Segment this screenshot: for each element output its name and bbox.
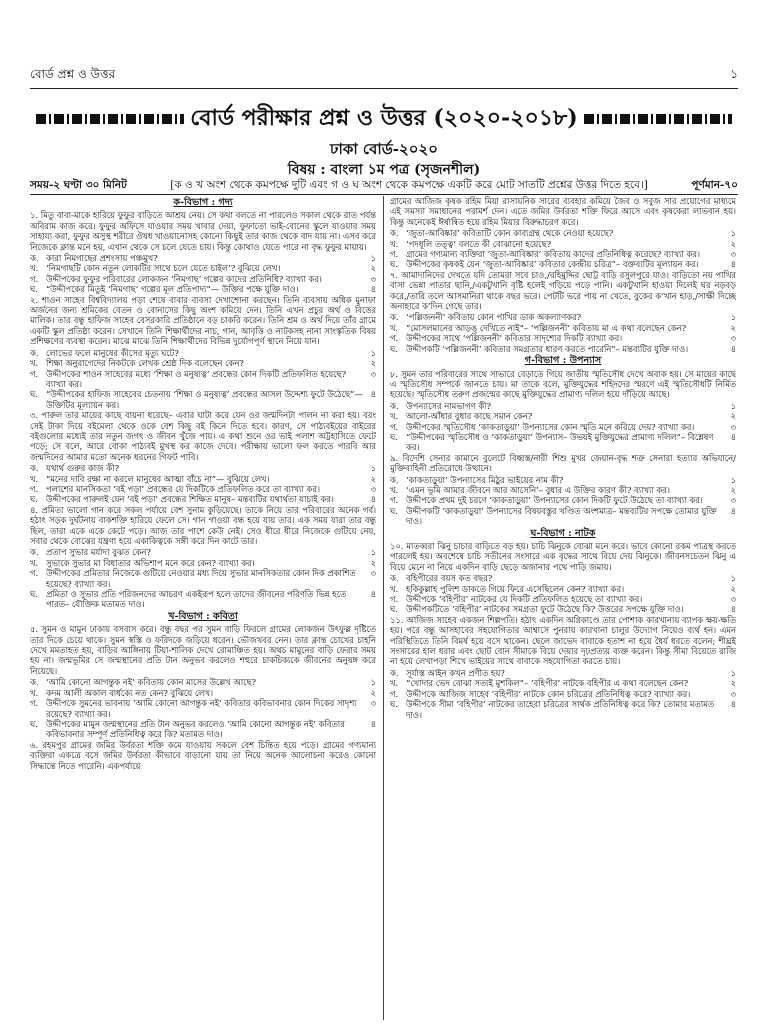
sub-question-gha: ঘ. প্রমিতা ও সুভার প্রতি পরিজনদের আচরণ একইরূপ হলে তাদের জীবনের পরিণতি ভিন্ন হতে পারত– যৌক্তিক মতামত দাও। ৪ — [30, 589, 376, 610]
sub-question-kha: খ. ‘এমন ভূমি আমার জীবনে আর আসেনি’– বুধার এ উক্তির কারণ কী? ব্যাখ্যা কর। ২ — [390, 484, 736, 495]
subject-heading: বিষয় : বাংলা ১ম পত্র (সৃজনশীল) — [287, 162, 481, 178]
sub-question-gha: ঘ. “উদ্দীপকের স্মৃতিসৌধ ও ‘কাকতাড়ুয়া’ উপন্যাস– উভয়ই মুক্তিযুদ্ধের প্রামাণ্য দলিল”– বিশ্লেষণ কর। ৪ — [390, 431, 736, 453]
column-divider — [383, 196, 384, 1020]
sub-question-gha: ঘ. উদ্দীপকের কৃষকই যেন ‘জুতা-আবিষ্কার’ কবিতার কেন্দ্রীয় চরিত্র”– বক্তব্যটির মূল্যায়ন কর। ৪ — [390, 259, 736, 270]
question-stem: ১. মিতু বাবা-মাকে হারিয়ে ফুফুর বাড়িতে আশ্রয় নেয়। সে কথা বলতে না পারলেও সকাল থেকে রাত পর্যন্ত অবিরাম কাজ করে। ফুফুর অফিসে যাওয়ার সময় খাবার দেয়া, ফুফাতো ভাই-বোনের স্কুলে যাওয়ার সময় সাহায্য করা, ফুফুর অসুস্থ শরীরে ঔষধ খাওয়ানোসহ কোনো কিছুই তার কাজ থেকে বাদ যায় না। এসব করে নিজেকে ক্লান্ত মনে হয়, এখান থেকে সে চলে যেতে চায়। কিন্তু কোথাও যেতে পারে না বৃদ্ধ ফুফুর মায়ায়। — [30, 210, 376, 252]
question-stem-continued: গ্রামের আজিজ কৃষক রহিম মিয়া রাসায়নিক সারের ব্যবহার কমিয়ে জৈব ও সবুজ সার প্রয়োগের মাধ্যমে এই সমস্যা সমাধানের পরামর্শ দেন। এতে জমির উর্বরতা শক্তি ফিরে আসে এবং কৃষকেরা লাভবান হয়। কিন্তু অনেকেই ঈর্ষান্বিত হয়ে রহিম মিয়ার বিরুদ্ধাচরণ করে। — [390, 196, 736, 227]
question-stem: ৫. সুমন ও মামুন ঢাকায় বসবাস করে। বন্ধু বছর পর সুমন বাড়ি ফিরলে গ্রামের লোকজন উৎফুল্ল দৃষ্টিতে তার দিকে চেয়ে থাকে। সুমন স্বস্তি ও ফরিদকে জড়িয়ে ধরেন। ভৌজখবর নেন। তার ক্লান্ত চোখের চাহনি দেখে মমতাহত হয়, বাড়ির আঙ্গিনায় টিয়া-শালিক দেখে রোমাঞ্চিত হয়। অথচ মামুনের বাড়ি ফেরার সময় হয় না। জন্মভূমির সে জন্মস্থানের প্রতি টান অনুভব করলেও শহুরে চাকচিক্যকে জীবনের অনুষঙ্গ করে নিয়েছে। — [30, 624, 376, 676]
sub-question-kha: খ. কদম আলী অকাল বার্ধক্যে নত কেন? বুঝিয়ে লেখ। ২ — [30, 687, 376, 698]
sub-question-ga: গ. গ্রামের গণ্যমান্য ব্যক্তিরা ‘জুতা-আবিষ্কার’ কবিতায় কাদের প্রতিনিধিত্ব করেছে? ব্যাখ্যা কর। ৩ — [390, 249, 736, 260]
section-heading: গ-বিভাগ : উপন্যাস — [524, 355, 602, 367]
sub-question-kha: খ. ‘নিমগাছটি কোন নতুন লোকটির সাথে চলে যেতে চাইল’? বুঝিয়ে লেখ। ২ — [30, 263, 376, 274]
question-stem: ১১. আজিজ সাহেব একজন শিল্পপতি। হঠাৎ একদিন অগ্নিকাণ্ডে তার পোশাক কারখানায় ব্যাপক ক্ষয়-ক্ষতি হয়। পরে বন্ধু আসহাবের সহযোগিতার আশ্বাসে পুনরায় কারখানা চালুর উদ্যোগ নিয়েও ব্যর্থ হন। এমন পরিস্থিতিতে তিনি বিমর্ষ হয়ে বসে থাকেন। ছেলে জাভেদ বাবাকে হতাশ না হয়ে ধৈর্য ধরতে বলেন; শীঘ্রই সংসারের হাল ধরার এবং ছোট বোন সীমাকে বিয়ে দেয়ার দৃঢ়প্রত্যয় ব্যক্ত করেন। কিন্তু সীমা বিয়েতে রাজি না হয়ে লেখাপড়া শিখে ভাইয়ের সাথে বাবাকে সহযোগিতা করতে চায়। — [390, 614, 736, 667]
section-heading: খ-বিভাগ : কবিতা — [168, 610, 238, 622]
sub-question-ka: ক. ‘কাকতাড়ুয়া’ উপন্যাসের মিঠুর ভাইয়ের নাম কী? ১ — [390, 474, 736, 485]
sub-question-gha: ঘ. উদ্দীপকটি ‘পল্লিজননী’ কবিতার সমগ্রতার ধারণ করতে পারেনি”– মন্তব্যটির যুক্তি দাও। ৪ — [390, 343, 736, 354]
question-stem: ৭. আমাদানিদের দেখতে যদি তোমরা সবে চাও,/রহিমুদ্দির ছোট্ট বাড়ি রসুলপুরে যাও। বাড়িতো নয় পাখির বাসা ভেন্না পাতার ছানি,/একটুখানি বৃষ্টি হলেই গড়িয়ে পড়ে পানি। একটুখানি হাওয়া দিলেই ঘর নড়বড় করে,/তারি তলে আসমানিরা থাকে বছর ভরে। পেটটি ভরে পায় না খেতে, বুকের ক’খান হাড়,/সাক্ষী দিচ্ছে অনাহারে ক’দিন গেছে তার। — [390, 269, 736, 312]
question-1 — [30, 210, 376, 294]
question-stem: ৬. রহমপুর গ্রামের জমির উর্বরতা শক্তি কমে যাওয়ায় সকলে বেশ চিন্তিত হয়ে পড়ে। গ্রামের গণ্যমান্য ব্যক্তিরা একত্রে বসে জমির উর্বরতা কীভাবে বাড়ানো যায় তা নিয়ে অনেক আলোচনা করেও কোনো সিদ্ধান্তে নিতে পারেনি। একপর্যায়ে — [30, 739, 376, 771]
sub-question-ga: গ. উদ্দীপকে আজিজ সাহেব ‘বহিপীর’ নাটকে কোন চরিত্রের প্রতিনিধিত্ব করে? ব্যাখ্যা কর। ৩ — [390, 688, 736, 699]
title-banner — [30, 104, 738, 134]
sub-question-gha: ঘ. উদ্দীপকের মামুন জন্মস্থানের প্রতি টান অনুভব করলেও ‘আমি কোনো আগন্তুক নই’ কবিতার কবিভাবনার সম্পূর্ণ প্রতিনিধিত্ব করে কি? মতামত দাও। ৪ — [30, 718, 376, 740]
question-10 — [390, 541, 736, 615]
sub-question-gha: ঘ. উদ্দীপকটি ‘কাকতাড়ুয়া’ উপন্যাসের বিষয়বস্তুর খণ্ডিত অংশমাত্র– মন্তব্যটির সপক্ষে তোমার যুক্তি দাও। ৪ — [390, 505, 736, 527]
question-7 — [390, 270, 736, 354]
sub-question-gha: ঘ. উদ্দীপকে সীমা ‘বহিপীর’ নাটকের তাহেরা চরিত্রের সার্থক প্রতিনিধিত্ব করে কি? তোমার মতামত দাও। ৪ — [390, 699, 736, 720]
sub-question-ka: ক. ‘আমি কোনো আগন্তুক নই’ কবিতায় কোন মাসের উল্লেখ আছে? ১ — [30, 677, 376, 688]
sub-question-kha: খ. সুভাকে সুভার মা বিধাতার অভিশাপ মনে করে কেন? ব্যাখ্যা কর। ২ — [30, 557, 376, 568]
decorative-border-left — [36, 114, 184, 124]
sub-question-gha: ঘ. উদ্দীপকটিতে ‘বহিপীর’ নাটকের সমগ্রতা ফুটে উঠেছে কি? উত্তরের সপক্ষে যুক্তি দাও। ৪ — [390, 604, 736, 615]
question-stem: ৩. পারুল তার মায়ের কাছে বায়না ধরেছে– এবার ঘাটা করে যেন ওর জন্মদিনটা পালন না করা হয়। বরং সেই টাকা দিয়ে বইমেলা থেকে ওকে বেশ কিছু বই কিনে দিতে হবে। কারণ, সে পাঠ্যবইয়ের বাইরের বইগুলোর মধ্যেই তার নতুন জগৎ ও জীবন খুঁজে পায়। এ কথা শুনে ওর ভাই পলাশ অট্টহাসিতে ফেটে পড়ে; সে বলে, আরে বোকা পাঠ্যবই মুখস্থ কর কাজে দেবে। পরীক্ষায় ভালো ফল করতে পারবি আর জন্মদিনের আমার মতো অনেক ধরনের গিফট পাবি। — [30, 410, 376, 462]
exam-time: সময়-২ ঘণ্টা ৩০ মিনিট — [30, 179, 127, 191]
page-number: ১ — [730, 67, 738, 81]
question-6-start — [30, 740, 376, 771]
left-column — [30, 196, 376, 1020]
sub-question-ga: গ. উদ্দীপকের সাথে ‘পল্লিজননী’ কবিতার সাদৃশ্যের দিকটি ব্যাখ্যা কর। ৩ — [390, 333, 736, 344]
question-2 — [30, 295, 376, 410]
sub-question-kha: খ. ‘পদধূলি তত্ত্ব’ বলতে কী বোঝানো হয়েছে? ২ — [390, 238, 736, 249]
decorative-border-right — [584, 114, 732, 124]
sub-question-ka: ক. প্রতাপ সুভার মর্যাদা বুঝত কেন? ১ — [30, 547, 376, 558]
sub-question-ka: ক. ‘জুতা-আবিষ্কার’ কবিতাটি কোন কাব্যগ্রন্থ থেকে নেওয়া হয়েছে? ১ — [390, 228, 736, 239]
exam-meta — [30, 178, 738, 195]
section-heading: ক-বিভাগ : গদ্য — [173, 197, 233, 208]
sub-question-ga: গ. উদ্দীপকের প্রমিতার নিজেকে গুটিয়ে নেওয়ার মধ্য দিয়ে সুভার মানসিকতার কোন দিক প্রকাশিত হয়েছে? ব্যাখ্যা কর। ৩ — [30, 568, 376, 589]
question-stem: ১০. মাতব্বরা ঝিনু চাচার বাড়িতে বড় হয়। চাচি ঝিনুকে বোঝা মনে করে। ভাবে কোনো রকম পাত্রস্থ করতে পারলেই হয়। অবশেষে চাচি সতীনের সংসারে এক বৃদ্ধের সাথে বিয়ে দেয় ঝিনুকে। জীবনসচেতন ঝিনু এ বিয়ে মেনে না নিয়ে একদিন বাড়ি ছেড়ে অজানার পথে পাড়ি জমায়। — [390, 541, 736, 572]
sub-question-gha: ঘ. “উদ্দীপকের মিতুই ‘নিমগাছ’ গল্পের মূল প্রতিপাদ্য”— উক্তির পক্ষে যুক্তি দাও। ৪ — [30, 284, 376, 295]
sub-question-kha: খ. “মনের দাবি রক্ষা না করলে মানুষের আত্মা বাঁচে না”— বুঝিয়ে লেখ। ২ — [30, 473, 376, 484]
sub-question-ka: ক. কারা নিমগাছের প্রশংসায় পঞ্চমুখ? ১ — [30, 253, 376, 264]
sub-question-ga: গ. উদ্দীপকের ফুফুর পরিবারের লোকজন ‘নিমগাছ’ গল্পের কাদের প্রতিনিধি? ব্যাখ্যা কর। ৩ — [30, 273, 376, 284]
question-stem: ৯. বিদেশি সেনার কামানে বুলেটে বিধ্বস্ত/নারী শিশু মুখর জেয়ান-বৃদ্ধ শত্রু সেনারা হত্যার অভিযানে/মুক্তিবাহিনী প্রতিরোধে উত্থানে। — [390, 452, 736, 474]
question-4 — [30, 505, 376, 610]
full-marks: পূর্ণমান-৭০ — [691, 179, 738, 191]
sub-question-ka: ক. যথার্থ গুরুর কাজ কী? ১ — [30, 463, 376, 474]
right-column — [390, 196, 736, 1020]
running-header — [30, 68, 738, 89]
sub-question-kha: খ. আলো-আঁধার বুধার কাছে সমান কেন? ২ — [390, 411, 736, 422]
running-header-title: বোর্ড প্রশ্ন ও উত্তর — [30, 67, 116, 81]
sub-question-ka: ক. লোভের ফলে মানুষের কীসের মৃত্যু ঘটে? ১ — [30, 347, 376, 358]
question-stem: ২. শাওন সাহেব বিশ্ববিদ্যালয় পড়া শেষে বাবার ব্যবসা দেখাশোনা করছেন। তিনি ব্যবসায় অধিক মুনাফা অর্জনের জন্য শ্রমিকের বেতন ও বোনাসের কিছু অংশ কমিয়ে দেন। তিনি এখন প্রচুর অর্থ ও বিত্তের মালিক। তার বন্ধু হাফিজ সাহেব বেসরকারি প্রতিষ্ঠানে বড় চাকরি করেন। তিনি শ্রম ও অর্থ দিয়ে তাঁর গ্রামে একটি স্কুল প্রতিষ্ঠা করেন। সেখানে তিনি শিক্ষার্থীদের নাচ, গান, আবৃত্তি ও নাটকসহ নানা সাংস্কৃতিক বিষয় প্রশিক্ষণের ব্যবস্থা করেন। মাঝে মাঝে তিনি শিক্ষার্থীদের বিভিন্ন দুর্যোগপূর্ণ স্থানে নিয়ে যান। — [30, 294, 376, 347]
sub-question-kha: খ. শিক্ষা অনুরাগেদের নিকটকে লেখক শ্রেষ্ঠ দিক বলেছেন কেন? ২ — [30, 358, 376, 369]
sub-question-ka: ক. উপন্যাসের নামভাগণ কী? ১ — [390, 400, 736, 411]
sub-question-ga: গ. উদ্দীপকের স্মৃতিসৌধ ‘কাকতাড়ুয়া’ উপন্যাসের কোন স্মৃতি মনে করিয়ে দেয়? ব্যাখ্যা কর। ৩ — [390, 421, 736, 432]
question-stem: ৪. প্রমিতা ভালো গান করে সকল পর্যায়ে বেশ সুনাম কুড়িয়েছে। তাকে নিয়ে তার পরিবারের অনেক গর্ব। হঠাৎ সড়ক দুর্ঘটনায় বাকশক্তি হারিয়ে ফেলে সে। গান গাওয়া বন্ধ হয়ে যায় তার। এক সময় যারা তার বন্ধু ছিল, তারা একে একে কেটে পড়ে। আজ তার পাশে কেউ নেই। সেও ধীরে ধীরে নিজেকে গুটিয়ে নেয়, সবার থেকে বোঝের যন্ত্রণা হয়ে একাকিত্বকে সঙ্গী করে দিন কাটে তার। — [30, 504, 376, 546]
page-title: বোর্ড পরীক্ষার প্রশ্ন ও উত্তর (২০২০-২০১৮) — [190, 104, 578, 131]
sub-question-ka: ক. সূর্যাস্ত আইন কখন প্রণীত হয়? ১ — [390, 667, 736, 678]
sub-question-gha: ঘ. উদ্দীপকের পারুলই যেন ‘বই পড়া’ প্রবন্ধের শিক্ষিত মানুষ– মন্তব্যটির যথার্থতা যাচাই কর। ৪ — [30, 494, 376, 505]
question-6-cont — [390, 196, 736, 270]
question-8 — [390, 369, 736, 453]
sub-question-ga: গ. উদ্দীপকে সুমনের ভাবনায় ‘আমি কোনো আগন্তুক নই’ কবিতার কবিভাবনার কোন দিকের সাদৃশ্য রয়েছে? ব্যাখ্যা কর। ৩ — [30, 698, 376, 719]
exam-instruction: [ক ও খ অংশ থেকে কমপক্ষে দুটি এবং গ ও ঘ অংশ থেকে কমপক্ষে একটি করে মোট সাতটি প্রশ্নের উত্তর দিতে হবে।] — [170, 179, 648, 191]
question-11 — [390, 615, 736, 720]
sub-question-ga: গ. উদ্দীপকে প্রথম দুই চরণে ‘কাকতাড়ুয়া’ উপন্যাসের কোন দিকটি ফুটে উঠেছে তা ব্যাখ্যা কর। ৩ — [390, 495, 736, 506]
sub-question-ka: ক. ‘পল্লিজননী’ কবিতায় কোন পাখির ডাক অকল্যাণকর? ১ — [390, 312, 736, 323]
sub-question-ga: গ. পলাশের মানসিকতা ‘বই পড়া’ প্রবন্ধের যে দিকটিকে প্রতিফলিত করে তা ব্যাখ্যা কর। ৩ — [30, 483, 376, 494]
sub-question-ga: গ. উদ্দীপকে ‘বহিপীর’ নাটকের যে দিকটি প্রতিফলিত হয়েছে তা ব্যাখ্যা কর। ৩ — [390, 594, 736, 605]
section-heading: ঘ-বিভাগ : নাটক — [530, 527, 596, 539]
sub-question-ga: গ. উদ্দীপকের শাওন সাহেবের মধ্যে ‘শিক্ষা ও মনুষ্যত্ব’ প্রবন্ধের কোন দিকটি প্রতিফলিত হয়েছে? ব্যাখ্যা কর। ৩ — [30, 368, 376, 389]
sub-question-kha: খ. “মোসলমানের আড়ঙ্ দেখিতে নাই”– ‘পল্লিজননী’ কবিতায় মা এ কথা বলেছেন কেন? ২ — [390, 322, 736, 333]
sub-question-ka: ক. বহিপীরের বয়স কত বছর? ১ — [390, 573, 736, 584]
question-9 — [390, 453, 736, 527]
board-heading: ঢাকা বোর্ড-২০২০ — [330, 140, 438, 158]
question-5 — [30, 624, 376, 739]
sub-question-kha: খ. “খোদার ভেদ বোঝা সত্যই মুশকিল”– ‘বহিপীর’ নাটকে বহিপীর এ কথা বলেছেন কেন? ২ — [390, 678, 736, 689]
sub-question-gha: ঘ. “উদ্দীপকের হাফিজ সাহেবের চেতনায় ‘শিক্ষা ও মনুষ্যত্ব’ প্রবন্ধের আসল উদ্দেশ্য ফুটে উঠেছে”— উক্তিটির মূল্যায়ন কর। ৪ — [30, 389, 376, 410]
question-stem: ৮. সুমন তার পরিবারের সাথে সাভারে বেড়াতে গিয়ে জাতীয় স্মৃতিসৌধ দেখে অবাক হয়। সে মায়ের কাছে এ স্মৃতিসৌধ সম্পর্কে জানতে চায়। মা তাকে বলে, মুক্তিযুদ্ধের শহিদদের স্মরণে এই স্মৃতিসৌধটি নির্মিত হয়েছে। স্মৃতিসৌধ তরুণ প্রজন্মের কাছে মুক্তিযুদ্ধের প্রামাণ্য দলিল হয়ে দাঁড়িয়ে আছে। — [390, 368, 736, 400]
question-3 — [30, 410, 376, 505]
sub-question-kha: খ. হকিকুল্লাহ পুলিশ ডাকতে গিয়ে ফিরে এসেছিলেন কেন? ব্যাখ্যা কর। ২ — [390, 583, 736, 594]
